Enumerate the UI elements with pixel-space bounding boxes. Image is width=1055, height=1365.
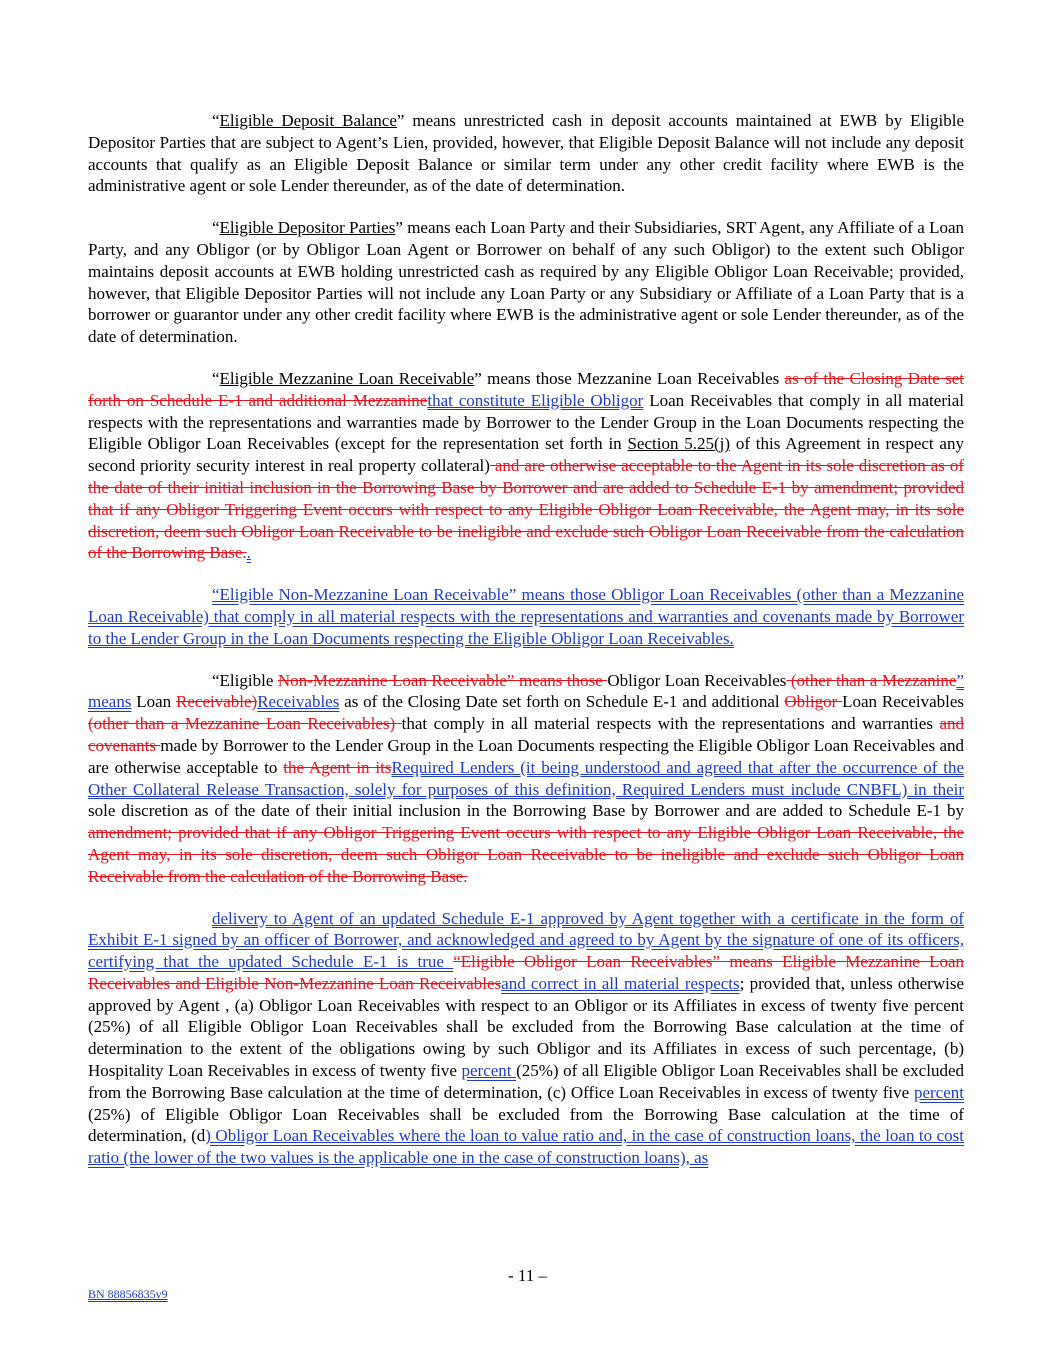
definition-eligible-deposit-balance <box>88 110 964 197</box>
deleted-text: Schedule E-1 <box>149 390 243 410</box>
inserted-text: and correct in all material respects <box>501 973 740 993</box>
inserted-text: Required Lenders (it being understood and agreed that after the occurrence of the Other Collateral Release Transaction, solely for purposes of this definition, Required Lenders must include CNBFL) in their <box>88 757 964 799</box>
definition-text: of this Agreement in respect any second priority security interest in real property collateral) <box>88 434 964 476</box>
defined-term: Eligible Deposit Balance <box>219 111 397 130</box>
inserted-text: ) Obligor Loan Receivables where the loan to value ratio and, in the case of construction loans, the loan to cost ratio (the lower of the two values is the applicable one in the case of construction loans), as <box>88 1126 965 1168</box>
definition-text: “Eligible <box>212 670 278 690</box>
document-id: BN 88856835v9 <box>88 1287 168 1301</box>
definition-text: Loan <box>131 692 177 712</box>
definition-eligible-obligor-loan-receivables <box>88 670 964 888</box>
deleted-text: as of the Closing Date set forth on <box>88 368 964 410</box>
definition-eligible-mezzanine-loan-receivable <box>88 368 964 564</box>
inserted-text: percent <box>461 1061 517 1081</box>
inserted-text: ” means <box>88 670 964 712</box>
document-body <box>88 110 964 1189</box>
deleted-text: amendment; provided that if any Obligor Triggering Event occurs with respect to any Eligible Obligor Loan Receivable, the Agent may, in its sole discretion, deem such Obligor Loan Receivable to be ineligible and exclude such Obligor Loan Receivable from the calculation of the Borrowing Base. <box>88 823 964 886</box>
definition-text: (25%) of all Eligible Obligor Loan Receivables shall be excluded from the Borrowing Base calculation at the time of determination, (c) Office Loan Receivables in excess of twenty five <box>88 1061 964 1102</box>
section-reference: Section 5.25(j) <box>627 434 731 454</box>
definition-text: ” means those Mezzanine Loan Receivables <box>474 368 785 388</box>
defined-term: Eligible Depositor Parties <box>219 218 396 238</box>
definition-text: Loan Receivables that comply in all material respects with the representations and warranties made by Borrower to the Lender Group in the Loan Documents respecting the Eligible Obligor Loan Receivables (except for the representation set forth in <box>88 390 964 454</box>
definition-text: as of the Closing Date set forth on Schedule E-1 and additional <box>339 692 785 712</box>
definition-text: ; provided that, unless otherwise approved by Agent , (a) Obligor Loan Receivables with respect to an Obligor or its Affiliates in excess of twenty five percent (25%) of all Eligible Obligor Loan Receivables shall be excluded from the Borrowing Base calculation at the time of determination to the extent of the obligations owing by such Obligor and its Affiliates in excess of such percentage, (b) Hospitality Loan Receivables in excess of twenty five <box>88 973 964 1081</box>
deleted-text: the Agent in its <box>283 757 392 777</box>
deleted-text: (other than a Mezzanine Loan Receivables) <box>88 714 402 734</box>
definition-eligible-non-mezzanine-loan-receivable <box>88 584 964 649</box>
deleted-text: Non-Mezzanine Loan Receivable” means those <box>277 670 608 690</box>
definition-text: ” means unrestricted cash in deposit accounts maintained at EWB by Eligible Depositor Parties that are subject to Agent’s Lien, provided, however, that Eligible Deposit Balance will not include any deposit accounts that qualify as an Eligible Deposit Balance or similar term under any other credit facility where EWB is the administrative agent or sole Lender thereunder, as of the date of determination. <box>88 111 964 196</box>
inserted-text: that constitute Eligible Obligor <box>427 390 644 410</box>
deleted-text: Obligor <box>784 692 843 712</box>
quote-mark: “ <box>212 368 220 388</box>
page-number: - 11 – <box>507 1266 548 1285</box>
definition-text: ” means each Loan Party and their Subsidiaries, SRT Agent, any Affiliate of a Loan Party, and any Obligor (or by Obligor Loan Agent or Borrower on behalf of any such Obligor) to the extent such Obligor maintains deposit accounts at EWB holding unrestricted cash as required by any Eligible Obligor Loan Receivable; provided, however, that Eligible Depositor Parties will not include any Loan Party or any Subsidiary or Affiliate of a Loan Party that is a borrower or guarantor under any other credit facility where EWB is the administrative agent or sole Lender thereunder, as of the date of determination. <box>88 218 964 347</box>
definition-text: Loan Receivables <box>842 692 965 712</box>
inserted-text: . <box>246 543 251 563</box>
deleted-text: “Eligible Obligor Loan Receivables” means Eligible Mezzanine Loan Receivables and Eligible Non-Mezzanine Loan Receivables <box>88 952 964 993</box>
definition-text: Obligor Loan Receivables <box>607 670 787 690</box>
inserted-text: “Eligible Non-Mezzanine Loan Receivable” means those Obligor Loan Receivables (other than a Mezzanine Loan Receivable) that comply in all material respects with the representations and warranties and covenants made by Borrower to the Lender Group in the Loan Documents respecting the Eligible Obligor Loan Receivables. <box>88 585 964 648</box>
inserted-text: delivery to Agent of an updated Schedule E-1 approved by Agent together with a certificate in the form of Exhibit E-1 signed by an officer of Borrower, and acknowledged and agreed to by Agent by the signature of one of its officers, certifying that the updated Schedule E-1 is true <box>88 908 964 972</box>
definition-text: sole discretion as of the date of their initial inclusion in the Borrowing Base by Borrower and are added to Schedule E-1 by <box>88 801 964 821</box>
definition-text: that comply in all material respects with the representations and warranties <box>401 714 940 734</box>
definition-text: (25%) of Eligible Obligor Loan Receivables shall be excluded from the Borrowing Base calculation at the time of determination, (d <box>88 1104 964 1146</box>
deleted-text: Receivable) <box>176 692 258 712</box>
defined-term: Eligible Mezzanine Loan Receivable <box>219 368 475 388</box>
inserted-text: percent <box>913 1082 964 1102</box>
deleted-text: and additional Mezzanine <box>242 390 428 410</box>
deleted-text: (other than a Mezzanine <box>786 670 957 690</box>
quote-mark: “ <box>212 111 220 130</box>
definition-continuation-schedule-e1 <box>88 908 964 1170</box>
inserted-text: Receivables <box>257 692 340 712</box>
quote-mark: “ <box>212 218 220 238</box>
definition-text: made by Borrower to the Lender Group in the Loan Documents respecting the Eligible Obligor Loan Receivables and are otherwise acceptable to <box>88 735 964 777</box>
definition-eligible-depositor-parties <box>88 217 964 348</box>
deleted-text: and covenants <box>88 714 964 755</box>
deleted-text: and are otherwise acceptable to the Agent in its sole discretion as of the date of their initial inclusion in the Borrowing Base by Borrower and are added to Schedule E-1 by amendment; provided that if any Obligor Triggering Event occurs with respect to any Eligible Obligor Loan Receivable, the Agent may, in its sole discretion, deem such Obligor Loan Receivable to be ineligible and exclude such Obligor Loan Receivable from the calculation of the Borrowing Base. <box>88 456 964 563</box>
